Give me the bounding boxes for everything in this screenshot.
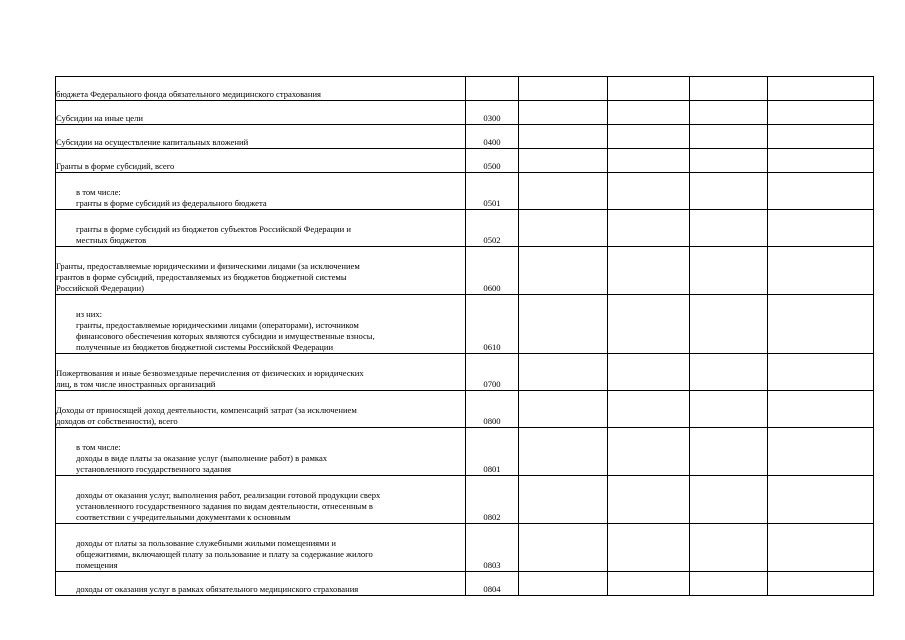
row-text-line: в том числе: [76, 442, 121, 452]
row-indicator-name [56, 354, 466, 391]
row-text-line: доходы от платы за пользование служебными жилыми помещениями и [76, 538, 336, 548]
row-indicator-name [56, 428, 466, 476]
value-cell [690, 572, 768, 596]
row-code: 0600 [466, 247, 519, 295]
value-cell [519, 77, 608, 101]
value-cell [768, 572, 874, 596]
income-table [55, 76, 874, 596]
value-cell [608, 101, 690, 125]
row-text-line: доходов от собственности), всего [56, 416, 178, 426]
row-text-line: доходы в виде платы за оказание услуг (выполнение работ) в рамках [76, 453, 328, 463]
value-cell [768, 149, 874, 173]
row-indicator-name [56, 210, 466, 247]
value-cell [519, 125, 608, 149]
table-row [56, 173, 874, 210]
value-cell [690, 476, 768, 524]
table-row [56, 125, 874, 149]
value-cell [768, 101, 874, 125]
row-text-line: помещения [76, 560, 118, 570]
value-cell [608, 572, 690, 596]
value-cell [690, 524, 768, 572]
table-row [56, 524, 874, 572]
row-indicator-name [56, 476, 466, 524]
value-cell [690, 428, 768, 476]
row-text-line: из них: [76, 309, 103, 319]
row-text-line: установленного государственного задания по видам деятельности, отнесенным в [76, 501, 373, 511]
value-cell [768, 173, 874, 210]
value-cell [690, 101, 768, 125]
row-code: 0500 [466, 149, 519, 173]
row-indicator-name [56, 77, 466, 101]
value-cell [690, 354, 768, 391]
value-cell [608, 295, 690, 354]
row-text-line: местных бюджетов [76, 235, 147, 245]
value-cell [768, 391, 874, 428]
row-indicator-name [56, 572, 466, 596]
value-cell [608, 247, 690, 295]
value-cell [768, 354, 874, 391]
row-text-line: лиц, в том числе иностранных организаций [56, 379, 216, 389]
value-cell [608, 391, 690, 428]
row-indicator-name [56, 295, 466, 354]
value-cell [608, 210, 690, 247]
row-indicator-name [56, 524, 466, 572]
value-cell [608, 125, 690, 149]
value-cell [690, 210, 768, 247]
table-body [56, 77, 874, 596]
value-cell [608, 354, 690, 391]
row-text-line: в том числе: [76, 187, 121, 197]
row-indicator-name [56, 149, 466, 173]
value-cell [768, 295, 874, 354]
value-cell [608, 524, 690, 572]
value-cell [768, 125, 874, 149]
row-code: 0802 [466, 476, 519, 524]
row-text-line: Доходы от приносящей доход деятельности, компенсаций затрат (за исключением [56, 405, 357, 415]
row-code: 0803 [466, 524, 519, 572]
value-cell [519, 476, 608, 524]
row-text-line: гранты, предоставляемые юридическими лицами (операторами), источником [76, 320, 359, 330]
table-row [56, 101, 874, 125]
table-row [56, 354, 874, 391]
table-row [56, 295, 874, 354]
value-cell [768, 524, 874, 572]
row-text-line: Российской Федерации) [56, 283, 144, 293]
row-text-line: доходы от оказания услуг в рамках обязательного медицинского страхования [76, 584, 359, 594]
row-text-line: Субсидии на осуществление капитальных вложений [56, 137, 249, 147]
table-row [56, 77, 874, 101]
value-cell [608, 428, 690, 476]
row-code: 0610 [466, 295, 519, 354]
row-text-line: соответствии с учредительными документами к основным [76, 512, 291, 522]
row-text-line: бюджета Федерального фонда обязательного медицинского страхования [56, 89, 322, 99]
table-row [56, 149, 874, 173]
value-cell [608, 77, 690, 101]
row-code: 0801 [466, 428, 519, 476]
value-cell [519, 101, 608, 125]
value-cell [519, 428, 608, 476]
row-code: 0700 [466, 354, 519, 391]
value-cell [608, 149, 690, 173]
row-text-line: Субсидии на иные цели [56, 113, 144, 123]
value-cell [519, 210, 608, 247]
table-row [56, 476, 874, 524]
value-cell [519, 524, 608, 572]
value-cell [690, 149, 768, 173]
value-cell [690, 247, 768, 295]
row-text-line: общежитиями, включающей плату за пользование и плату за содержание жилого [76, 549, 373, 559]
row-text-line: Гранты, предоставляемые юридическими и физическими лицами (за исключением [56, 261, 360, 271]
row-text-line: установленного государственного задания [76, 464, 231, 474]
value-cell [519, 295, 608, 354]
row-text-line: Пожертвования и иные безвозмездные перечисления от физических и юридических [56, 368, 364, 378]
value-cell [768, 476, 874, 524]
value-cell [690, 295, 768, 354]
table-row [56, 572, 874, 596]
value-cell [768, 247, 874, 295]
row-code: 0804 [466, 572, 519, 596]
value-cell [690, 77, 768, 101]
value-cell [519, 247, 608, 295]
value-cell [768, 428, 874, 476]
value-cell [608, 173, 690, 210]
row-text-line: Гранты в форме субсидий, всего [56, 161, 175, 171]
value-cell [519, 149, 608, 173]
row-code: 0400 [466, 125, 519, 149]
row-text-line: полученные из бюджетов бюджетной системы Российской Федерации [76, 342, 334, 352]
value-cell [519, 572, 608, 596]
value-cell [768, 210, 874, 247]
table-row [56, 391, 874, 428]
row-code: 0502 [466, 210, 519, 247]
value-cell [519, 354, 608, 391]
table-row [56, 210, 874, 247]
row-indicator-name [56, 391, 466, 428]
row-text-line: грантов в форме субсидий, предоставляемых из бюджетов бюджетной системы [56, 272, 347, 282]
table-row [56, 428, 874, 476]
row-indicator-name [56, 101, 466, 125]
row-code: 0501 [466, 173, 519, 210]
value-cell [519, 173, 608, 210]
row-text-line: финансового обеспечения которых являются субсидии и имущественные взносы, [76, 331, 375, 341]
row-text-line: гранты в форме субсидий из бюджетов субъектов Российской Федерации и [76, 224, 351, 234]
row-text-line: гранты в форме субсидий из федерального бюджета [76, 198, 267, 208]
table-row [56, 247, 874, 295]
value-cell [768, 77, 874, 101]
row-indicator-name [56, 125, 466, 149]
row-code: 0800 [466, 391, 519, 428]
row-code: 0300 [466, 101, 519, 125]
row-indicator-name [56, 173, 466, 210]
value-cell [690, 125, 768, 149]
row-indicator-name [56, 247, 466, 295]
row-text-line: доходы от оказания услуг, выполнения работ, реализации готовой продукции сверх [76, 490, 381, 500]
row-code [466, 77, 519, 101]
value-cell [608, 476, 690, 524]
value-cell [690, 391, 768, 428]
value-cell [519, 391, 608, 428]
value-cell [690, 173, 768, 210]
